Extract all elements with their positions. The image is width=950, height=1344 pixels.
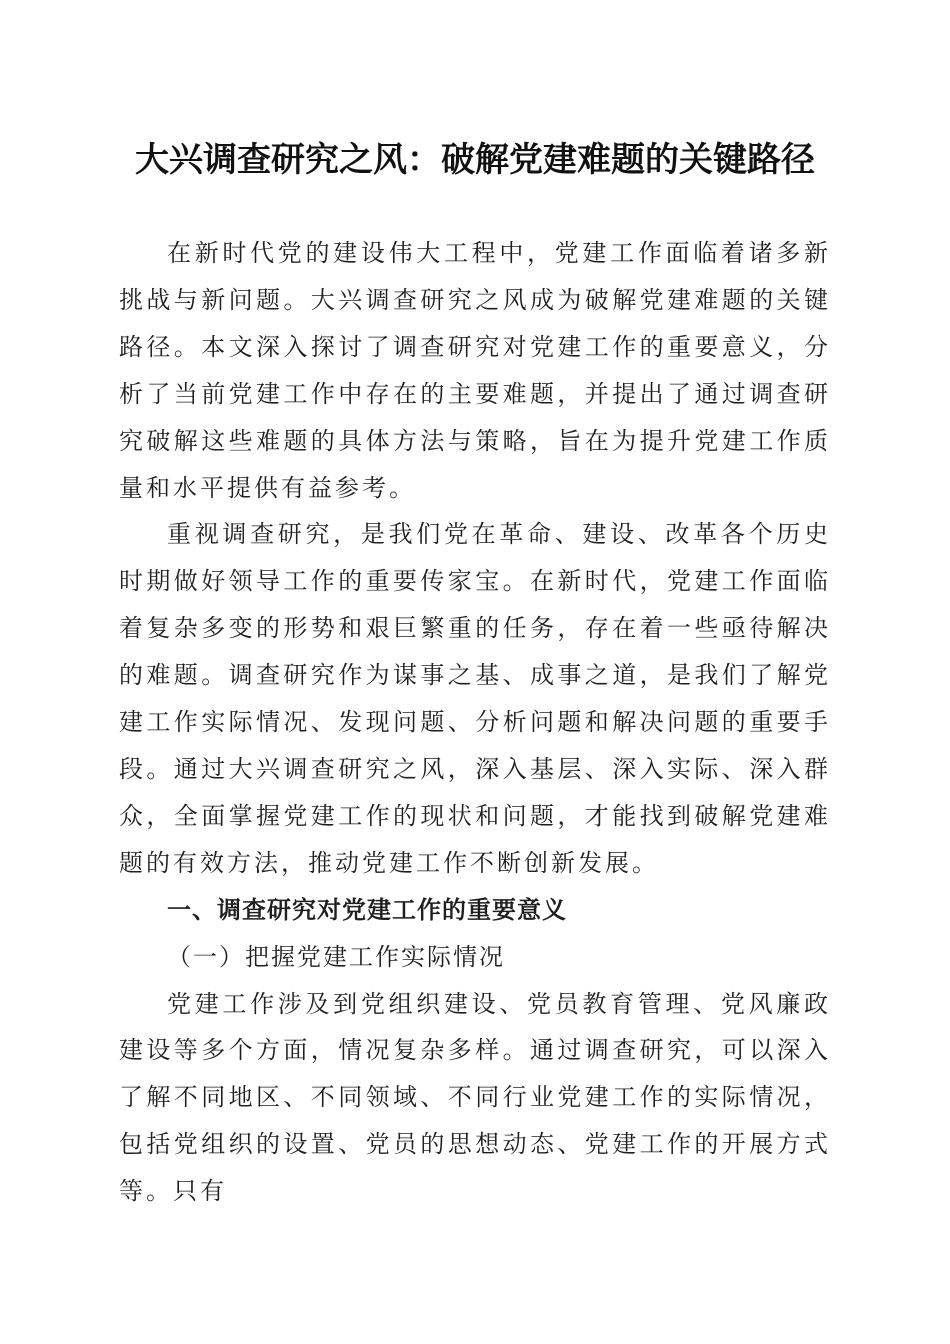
- section-heading: 一、调查研究对党建工作的重要意义: [167, 895, 567, 924]
- subsection-paragraph: 党建工作涉及到党组织建设、党员教育管理、党风廉政建设等多个方面，情况复杂多样。通过调查研究，可以深入了解不同地区、不同领域、不同行业党建工作的实际情况，包括党组织的设置、党员的思想动态、党建工作的开展方式等。只有: [119, 989, 831, 1206]
- intro-paragraph: 在新时代党的建设伟大工程中，党建工作面临着诸多新挑战与新问题。大兴调查研究之风成为破解党建难题的关键路径。本文深入探讨了调查研究对党建工作的重要意义，分析了当前党建工作中存在的主要难题，并提出了通过调查研究破解这些难题的具体方法与策略，旨在为提升党建工作质量和水平提供有益参考。: [119, 239, 831, 502]
- document-title: 大兴调查研究之风：破解党建难题的关键路径: [135, 140, 815, 180]
- background-paragraph: 重视调查研究，是我们党在革命、建设、改革各个历史时期做好领导工作的重要传家宝。在新时代，党建工作面临着复杂多变的形势和艰巨繁重的任务，存在着一些亟待解决的难题。调查研究作为谋事之基、成事之道，是我们了解党建工作实际情况、发现问题、分析问题和解决问题的重要手段。通过大兴调查研究之风，深入基层、深入实际、深入群众，全面掌握党建工作的现状和问题，才能找到破解党建难题的有效方法，推动党建工作不断创新发展。: [119, 520, 831, 877]
- document-body: [119, 230, 831, 1215]
- subsection-heading: （一）把握党建工作实际情况: [167, 942, 505, 971]
